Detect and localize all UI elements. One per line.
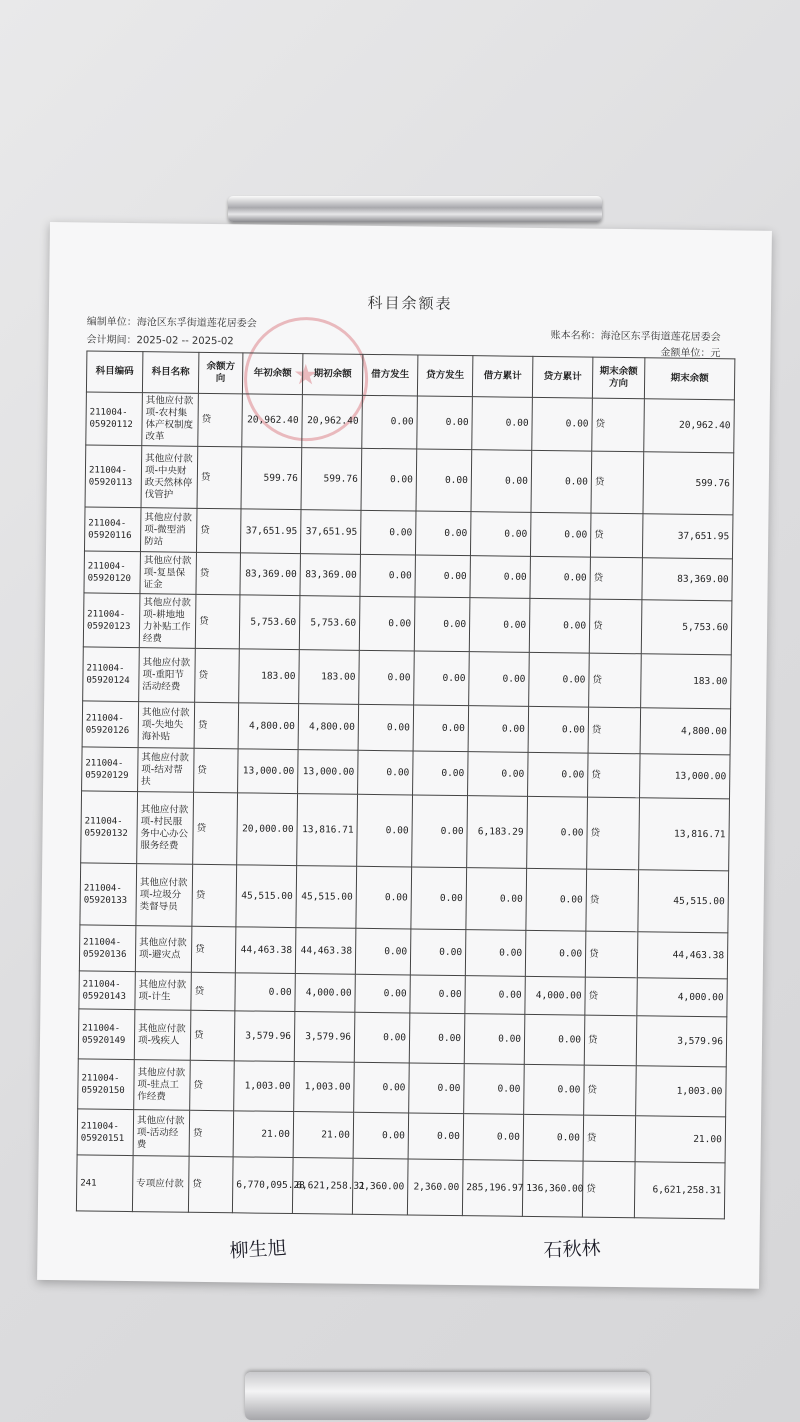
cell-period-begin: 13,000.00	[298, 750, 359, 795]
accounting-period: 会计期间：2025-02 -- 2025-02	[86, 334, 234, 348]
cell-end-bal: 3,579.96	[636, 1016, 727, 1067]
account-name: 账本名称：海沧区东孚街道莲花居委会	[550, 330, 721, 344]
column-header: 贷方累计	[532, 356, 592, 398]
cell-year-begin: 6,770,095.28	[232, 1157, 293, 1214]
column-header: 期初余额	[302, 354, 362, 396]
cell-credit: 0.00	[410, 929, 466, 976]
cell-credit: 0.00	[409, 1013, 465, 1064]
cell-code: 211004-05920136	[79, 925, 136, 972]
cell-credit: 0.00	[416, 449, 472, 512]
table-row	[82, 701, 731, 755]
cell-credit-cum: 0.00	[527, 796, 588, 869]
cell-debit-cum: 0.00	[463, 1114, 524, 1161]
cell-end-dir: 贷	[585, 931, 638, 978]
clipboard-clip-bar	[228, 196, 602, 222]
cell-end-dir: 贷	[592, 398, 645, 452]
cell-dir: 贷	[193, 792, 238, 865]
cell-name: 其他应付款项-农村集体产权制度改革	[142, 393, 199, 447]
cell-credit: 0.00	[414, 597, 470, 652]
cell-year-begin: 20,962.40	[242, 394, 303, 448]
cell-end-bal: 44,463.38	[637, 932, 728, 979]
cell-dir: 贷	[198, 393, 243, 447]
cell-name: 其他应付款项-驻点工作经费	[134, 1060, 191, 1111]
cell-credit: 0.00	[410, 975, 465, 1014]
clipboard-bottom-clip	[245, 1372, 650, 1420]
cell-year-begin: 3,579.96	[234, 1011, 295, 1062]
column-header: 贷方发生	[417, 355, 472, 397]
cell-end-bal: 183.00	[641, 654, 732, 709]
cell-year-begin: 44,463.38	[235, 927, 296, 974]
cell-debit-cum: 0.00	[469, 652, 530, 707]
cell-debit: 0.00	[358, 750, 414, 795]
cell-end-bal: 21.00	[635, 1116, 726, 1163]
cell-debit: 0.00	[354, 1062, 410, 1113]
cell-credit: 0.00	[408, 1113, 464, 1160]
cell-end-dir: 贷	[583, 1115, 636, 1162]
cell-end-bal: 20,962.40	[644, 399, 735, 453]
cell-credit: 2,360.00	[407, 1159, 463, 1216]
cell-period-begin: 183.00	[299, 650, 360, 705]
cell-debit-cum: 0.00	[464, 1014, 525, 1065]
cell-end-bal: 13,000.00	[640, 754, 731, 799]
cell-code: 211004-05920126	[82, 701, 139, 748]
cell-debit: 0.00	[361, 448, 417, 511]
cell-period-begin: 3,579.96	[294, 1012, 355, 1063]
cell-debit: 0.00	[360, 510, 416, 555]
cell-year-begin: 21.00	[233, 1111, 294, 1158]
column-header: 年初余额	[242, 353, 302, 395]
cell-period-begin: 5,753.60	[299, 596, 360, 651]
cell-dir: 贷	[189, 1110, 234, 1157]
cell-year-begin: 183.00	[239, 649, 300, 704]
table-row	[80, 863, 729, 933]
cell-period-begin: 44,463.38	[295, 928, 356, 975]
table-row	[83, 647, 732, 709]
column-header: 借方累计	[472, 356, 532, 398]
cell-credit: 0.00	[412, 795, 468, 868]
cell-end-bal: 83,369.00	[642, 558, 733, 601]
cell-debit: 0.00	[359, 596, 415, 651]
cell-debit-cum: 0.00	[470, 512, 531, 557]
cell-year-begin: 45,515.00	[236, 865, 297, 928]
column-header: 期末余额	[644, 358, 734, 400]
cell-debit-cum: 285,196.97	[462, 1160, 523, 1217]
cell-credit-cum: 0.00	[530, 512, 591, 557]
cell-period-begin: 6,621,258.31	[292, 1158, 353, 1215]
cell-year-begin: 4,800.00	[238, 703, 299, 750]
cell-dir: 贷	[190, 1060, 235, 1111]
cell-credit-cum: 0.00	[528, 706, 589, 753]
cell-name: 其他应付款项-重阳节活动经费	[139, 648, 196, 703]
cell-debit-cum: 0.00	[466, 868, 527, 931]
cell-year-begin: 13,000.00	[238, 749, 299, 794]
cell-year-begin: 37,651.95	[240, 509, 301, 554]
cell-name: 其他应付款项-微型消防站	[140, 508, 197, 553]
cell-credit-cum: 0.00	[531, 450, 592, 513]
signature-right: 石秋林	[543, 1237, 601, 1262]
cell-end-dir: 贷	[587, 797, 640, 870]
cell-credit-cum: 136,360.00	[522, 1160, 583, 1217]
cell-end-bal: 37,651.95	[642, 514, 733, 559]
signature-left: 柳生旭	[228, 1236, 288, 1263]
cell-dir: 贷	[191, 926, 236, 973]
cell-code: 241	[76, 1155, 133, 1212]
column-header: 余额方向	[198, 352, 242, 394]
cell-debit-cum: 0.00	[465, 930, 526, 977]
cell-period-begin: 1,003.00	[294, 1062, 355, 1113]
cell-credit-cum: 0.00	[524, 1064, 585, 1115]
table-row	[81, 791, 730, 871]
cell-end-dir: 贷	[588, 753, 641, 798]
cell-credit: 0.00	[413, 705, 469, 752]
cell-name: 其他应付款项-垃圾分类督导员	[136, 864, 193, 927]
cell-year-begin: 83,369.00	[240, 553, 301, 596]
cell-credit: 0.00	[415, 555, 471, 598]
cell-credit-cum: 0.00	[532, 397, 593, 451]
cell-debit-cum: 0.00	[464, 1064, 525, 1115]
document-title: 科目余额表	[367, 293, 453, 313]
cell-code: 211004-05920116	[84, 507, 141, 552]
cell-dir: 贷	[196, 508, 241, 553]
cell-credit: 0.00	[415, 511, 471, 556]
cell-year-begin: 5,753.60	[239, 595, 300, 650]
cell-debit: 0.00	[355, 928, 411, 975]
cell-code: 211004-05920133	[80, 863, 137, 926]
cell-credit-cum: 0.00	[523, 1114, 584, 1161]
cell-end-dir: 贷	[590, 513, 643, 558]
cell-end-dir: 贷	[591, 451, 644, 514]
cell-credit: 0.00	[409, 1063, 465, 1114]
table-row	[83, 593, 732, 655]
cell-year-begin: 599.76	[241, 447, 302, 510]
cell-dir: 贷	[190, 1010, 235, 1061]
table-row	[84, 507, 732, 559]
cell-code: 211004-05920143	[79, 971, 135, 1010]
cell-credit-cum: 0.00	[530, 556, 591, 599]
cell-debit: 0.00	[358, 704, 414, 751]
cell-end-bal: 599.76	[643, 452, 734, 515]
cell-code: 211004-05920132	[81, 791, 138, 864]
cell-name: 其他应付款项-计生	[135, 972, 191, 1011]
currency-unit: 金额单位：元	[660, 347, 721, 360]
cell-period-begin: 4,000.00	[295, 974, 355, 1013]
cell-year-begin: 1,003.00	[234, 1061, 295, 1112]
cell-end-dir: 贷	[590, 557, 643, 600]
cell-name: 其他应付款项-村民服务中心办公服务经费	[137, 792, 194, 865]
cell-code: 211004-05920124	[83, 647, 140, 702]
cell-end-dir: 贷	[585, 977, 637, 1016]
compiling-unit: 编制单位：海沧区东孚街道莲花居委会	[86, 316, 257, 330]
cell-period-begin: 37,651.95	[300, 510, 361, 555]
cell-debit: 0.00	[355, 974, 410, 1013]
cell-name: 其他应付款项-活动经费	[133, 1110, 190, 1157]
cell-debit: 2,360.00	[352, 1158, 408, 1215]
cell-debit-cum: 0.00	[468, 706, 529, 753]
cell-name: 其他应付款项-复垦保证金	[140, 552, 197, 595]
cell-end-bal: 6,621,258.31	[634, 1162, 725, 1219]
cell-dir: 贷	[194, 748, 239, 793]
cell-name: 其他应付款项-失地失海补贴	[138, 702, 195, 749]
cell-end-dir: 贷	[586, 869, 639, 932]
cell-period-begin: 45,515.00	[296, 866, 357, 929]
document-sheet	[37, 222, 772, 1289]
cell-dir: 贷	[192, 864, 237, 927]
table-row	[76, 1155, 725, 1219]
cell-end-dir: 贷	[584, 1015, 637, 1066]
cell-debit: 0.00	[357, 794, 413, 867]
cell-name: 专项应付款	[132, 1156, 189, 1213]
cell-end-dir: 贷	[589, 599, 642, 654]
table-row	[79, 925, 728, 979]
cell-credit-cum: 4,000.00	[525, 976, 585, 1015]
cell-dir: 贷	[195, 594, 240, 649]
table-row	[78, 1009, 727, 1067]
cell-credit-cum: 0.00	[529, 652, 590, 707]
cell-debit: 0.00	[353, 1112, 409, 1159]
cell-dir: 贷	[196, 552, 241, 595]
cell-end-dir: 贷	[588, 707, 641, 754]
cell-debit: 0.00	[354, 1012, 410, 1063]
cell-name: 其他应付款项-避灾点	[135, 926, 192, 973]
cell-end-bal: 4,800.00	[640, 708, 731, 755]
cell-end-dir: 贷	[589, 653, 642, 708]
cell-end-bal: 13,816.71	[639, 798, 730, 871]
seal-star-icon: ★	[292, 357, 319, 392]
cell-credit: 0.00	[413, 751, 469, 796]
cell-debit: 0.00	[360, 554, 416, 597]
table-row	[82, 747, 730, 799]
cell-period-begin: 599.76	[301, 448, 362, 511]
cell-end-bal: 4,000.00	[637, 978, 727, 1017]
cell-name: 其他应付款项-结对帮扶	[138, 748, 195, 793]
cell-period-begin: 21.00	[293, 1112, 354, 1159]
cell-credit-cum: 0.00	[529, 598, 590, 653]
cell-debit: 0.00	[359, 650, 415, 705]
cell-code: 211004-05920123	[83, 593, 140, 648]
cell-end-bal: 45,515.00	[638, 870, 729, 933]
cell-name: 其他应付款项-中央财政天然林停伐管护	[141, 446, 198, 509]
cell-period-begin: 4,800.00	[298, 704, 359, 751]
cell-credit-cum: 0.00	[525, 930, 586, 977]
cell-debit-cum: 0.00	[470, 556, 531, 599]
cell-end-bal: 5,753.60	[641, 600, 732, 655]
cell-debit-cum: 6,183.29	[467, 796, 528, 869]
table-row	[78, 1059, 727, 1117]
cell-credit: 0.00	[414, 651, 470, 706]
cell-code: 211004-05920113	[85, 445, 142, 508]
cell-debit-cum: 0.00	[469, 598, 530, 653]
cell-name: 其他应付款项-耕地地力补贴工作经费	[139, 594, 196, 649]
cell-dir: 贷	[195, 648, 240, 703]
cell-debit-cum: 0.00	[471, 450, 532, 513]
cell-code: 211004-05920149	[78, 1009, 135, 1060]
column-header: 借方发生	[362, 354, 417, 396]
cell-code: 211004-05920112	[86, 392, 143, 446]
cell-end-bal: 1,003.00	[636, 1066, 727, 1117]
cell-code: 211004-05920129	[82, 747, 139, 792]
column-header: 科目编码	[86, 351, 142, 393]
cell-year-begin: 20,000.00	[237, 793, 298, 866]
cell-dir: 贷	[194, 702, 239, 749]
cell-year-begin: 0.00	[235, 973, 295, 1012]
cell-debit-cum: 0.00	[468, 752, 529, 797]
cell-code: 211004-05920120	[84, 551, 141, 594]
cell-period-begin: 83,369.00	[300, 554, 361, 597]
cell-debit: 0.00	[362, 395, 418, 449]
cell-debit-cum: 0.00	[465, 976, 525, 1015]
table-row	[86, 392, 735, 453]
cell-dir: 贷	[191, 972, 235, 1011]
cell-credit-cum: 0.00	[524, 1014, 585, 1065]
cell-credit: 0.00	[417, 396, 473, 450]
cell-dir: 贷	[197, 446, 242, 509]
table-row	[85, 445, 734, 515]
cell-end-dir: 贷	[584, 1065, 637, 1116]
cell-debit: 0.00	[356, 866, 412, 929]
cell-end-dir: 贷	[582, 1161, 635, 1218]
cell-code: 211004-05920151	[77, 1109, 134, 1156]
column-header: 期末余额方向	[592, 357, 644, 399]
cell-name: 其他应付款项-残疾人	[134, 1010, 191, 1061]
cell-period-begin: 13,816.71	[297, 794, 358, 867]
balance-table	[76, 350, 735, 1219]
table-row	[77, 1109, 726, 1163]
cell-dir: 贷	[188, 1156, 233, 1213]
column-header: 科目名称	[142, 352, 198, 394]
cell-debit-cum: 0.00	[472, 397, 533, 451]
cell-credit-cum: 0.00	[526, 868, 587, 931]
cell-credit-cum: 0.00	[528, 752, 589, 797]
cell-code: 211004-05920150	[78, 1059, 135, 1110]
cell-period-begin: 20,962.40	[302, 395, 363, 449]
cell-credit: 0.00	[411, 867, 467, 930]
